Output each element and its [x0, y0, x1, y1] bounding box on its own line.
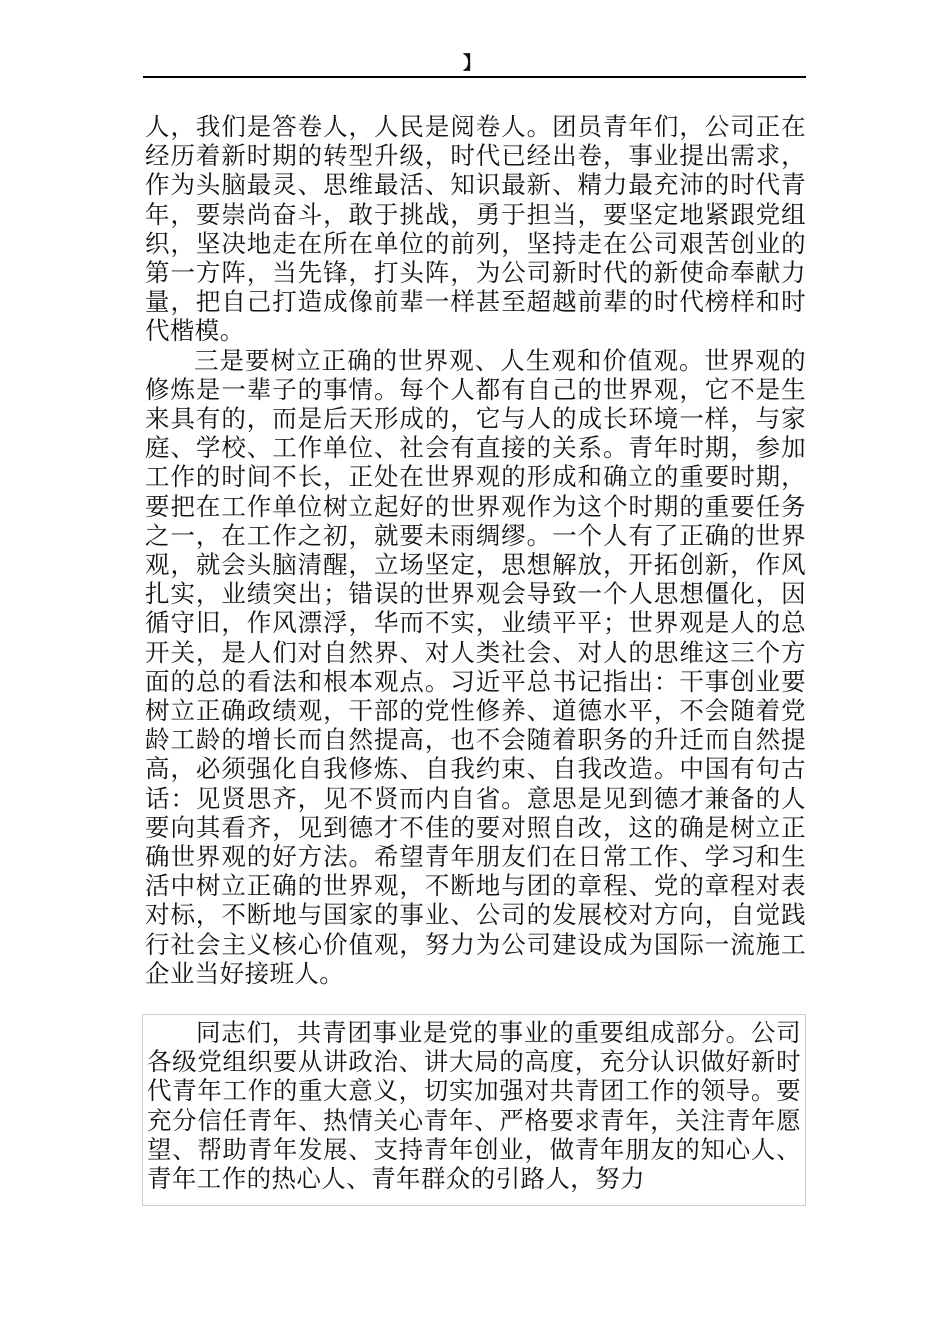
paragraph-closing: 同志们，共青团事业是党的事业的重要组成部分。公司各级党组织要从讲政治、讲大局的高度，充分认识做好新时代青年工作的重大意义，切实加强对共青团工作的领导。要充分信任青年、热情关心青年、严格要求青年，关注青年愿望、帮助青年发展、支持青年创业，做青年朋友的知心人、青年工作的热心人、青年群众的引路人，努力 — [147, 1018, 801, 1194]
paragraph-continuation: 人，我们是答卷人，人民是阅卷人。团员青年们，公司正在经历着新时期的转型升级，时代已经出卷，事业提出需求，作为头脑最灵、思维最活、知识最新、精力最充沛的时代青年，要崇尚奋斗，敢于挑战，勇于担当，要坚定地紧跟党组织，坚决地走在所在单位的前列，坚持走在公司艰苦创业的第一方阵，当先锋，打头阵，为公司新时代的新使命奉献力量，把自己打造成像前辈一样甚至超越前辈的时代榜样和时代楷模。 — [145, 112, 806, 346]
paragraph-worldview: 三是要树立正确的世界观、人生观和价值观。世界观的修炼是一辈子的事情。每个人都有自己的世界观，它不是生来具有的，而是后天形成的，它与人的成长环境一样，与家庭、学校、工作单位、社会有直接的关系。青年时期，参加工作的时间不长，正处在世界观的形成和确立的重要时期，要把在工作单位树立起好的世界观作为这个时期的重要任务之一，在工作之初，就要未雨绸缪。一个人有了正确的世界观，就会头脑清醒，立场坚定，思想解放，开拓创新，作风扎实，业绩突出；错误的世界观会导致一个人思想僵化，因循守旧，作风漂浮，华而不实，业绩平平；世界观是人的总开关，是人们对自然界、对人类社会、对人的思维这三个方面的总的看法和根本观点。习近平总书记指出：干事创业要树立正确政绩观，干部的党性修养、道德水平，不会随着党龄工龄的增长而自然提高，也不会随着职务的升迁而自然提高，必须强化自我修炼、自我约束、自我改造。中国有句古话：见贤思齐，见不贤而内自省。意思是见到德才兼备的人要向其看齐，见到德才不佳的要对照自改，这的确是树立正确世界观的好方法。希望青年朋友们在日常工作、学习和生活中树立正确的世界观，不断地与团的章程、党的章程对表对标，不断地与国家的事业、公司的发展校对方向，自觉践行社会主义核心价值观，努力为公司建设成为国际一流施工企业当好接班人。 — [145, 345, 806, 988]
header-mark: 】 — [463, 53, 481, 74]
highlighted-paragraph-box — [142, 1014, 806, 1206]
document-body — [145, 112, 806, 988]
header-rule — [143, 76, 806, 78]
